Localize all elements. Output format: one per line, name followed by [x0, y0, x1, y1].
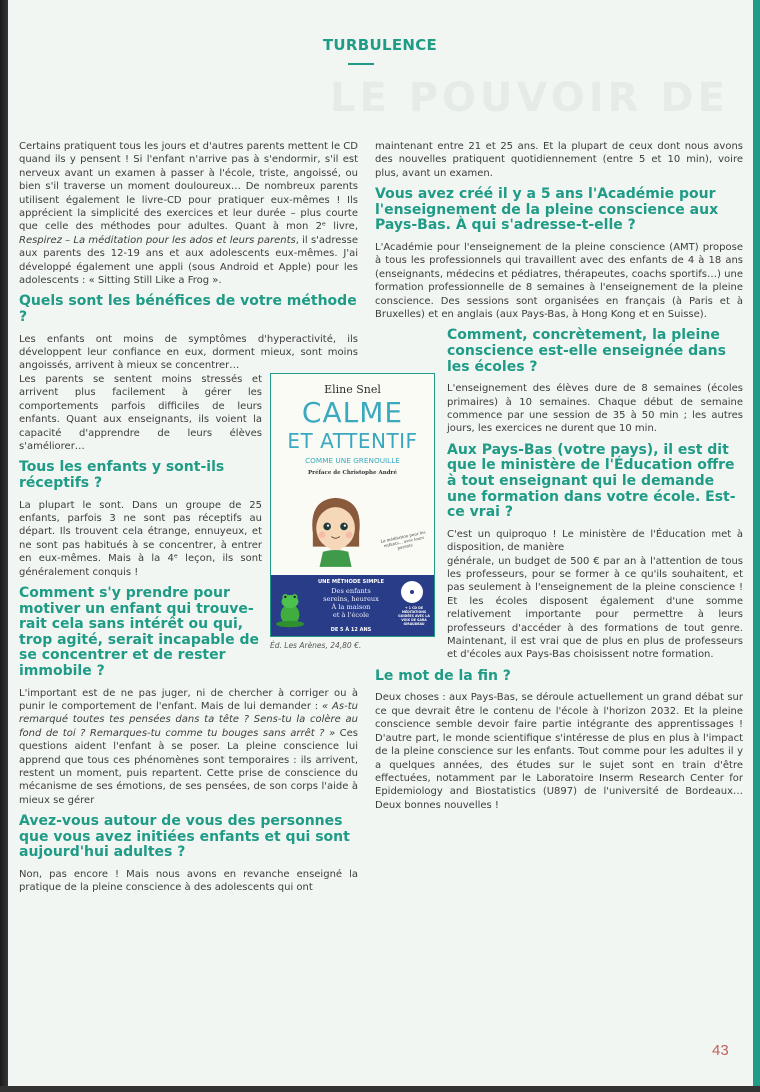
book-title-line1: CALME: [301, 395, 404, 429]
rubric-underline: [348, 63, 374, 65]
band-ages: DE 5 À 12 ANS: [330, 626, 372, 633]
paragraph-intro: Certains pratiquent tous les jours et d'autres parents mettent le CD quand ils y pensent ! Si l'enfant n'arrive pas à s'endormir, s'il est nerveux avant un examen à passer à l'école, triste, angoissé, ou bien s'il traverse un moment douloureux… De nombreux parents utilisent également le livre-CD pour pratiquer eux-mêmes ! Ils apprécient la simplicité des exercices et leur durée – plus courte que celle des méthodes pour adultes. Quant à mon 2ᵉ livre, Respirez – La méditation pour les ados et leurs parents, il s'adresse aux parents des 12-19 ans et aux adolescents eux-mêmes. J'ai développé également une appli (sous Android et Apple) pour les adolescents : « Sitting Still Like a Frog ».: [19, 141, 358, 287]
paragraph-adults-cont: maintenant entre 21 et 25 ans. Et la plupart de ceux dont nous avons des nouvelles pratiquent quotidiennement (entre 5 et 10 min), voire plus, avant un examen.: [375, 141, 743, 179]
book-author: Eline Snel: [324, 382, 381, 396]
paragraph-ministry: générale, un budget de 500 € par an à l'attention de tous les professeurs, pour se former à ce qu'ils souhaitent, et pas seulement à l'enseignement de la pleine conscience ! Et les écoles disposent également d'une somme relativement importante pour permettre à leurs professeurs d'accéder à des formations de tout genre. Maintenant, il est vrai que de plus en plus de professeurs et d'écoles aux Pays-Bas choisissent notre formation.: [447, 555, 743, 661]
paragraph-ministry-start: C'est un quiproquo ! Le ministère de l'Éducation met à disposition, de manière: [447, 528, 743, 554]
band-heading: UNE MÉTHODE SIMPLE: [317, 578, 385, 585]
cd-note: + 1 CD DE MÉDITATIONS GUIDÉES AVEC LA VOIX DE SARA GIRAUDEAU: [398, 605, 430, 626]
book-preface: Préface de Christophe André: [308, 469, 397, 476]
book-band: [271, 575, 434, 636]
question-receptive: Tous les enfants y sont-ils réceptifs ?: [19, 459, 225, 491]
question-adults: Avez-vous autour de vous des personnes que vous avez initiées enfants et qui sont aujourd'hui adultes ?: [19, 813, 350, 861]
band-line: Des enfants: [331, 586, 371, 595]
book-title-line2: ET ATTENTIF: [287, 428, 418, 453]
scan-edge-bottom: [0, 1086, 760, 1092]
paragraph-motivate: L'important est de ne pas juger, ni de chercher à corriger ou à punir le comportement de l'enfant. Mais de lui demander : « As-tu remarqué toutes tes pensées dans ta tête ? Sens-tu la colère au fond de toi ? Remarques-tu comme tu bouges sans arrêt ? » Ces questions aident l'enfant à se poser. La pleine conscience lui apprend que tous ces phénomènes sont temporaires : ils arrivent, restent un moment, puis repartent. Cette prise de conscience du mécanisme de ses émotions, de ses pensées, de son corps l'aide à mieux se gérer: [19, 687, 358, 806]
page-number: 43: [712, 1042, 729, 1059]
paragraph-academy: L'Académie pour l'enseignement de la pleine conscience (AMT) propose à tous les professionnels qui travaillent avec des enfants de 4 à 18 ans (enseignants, médecins et pédiatres, thérapeutes, coachs sportifs…) une formation professionnelle de 8 semaines à l'enseignement de la pleine conscience. Des sessions sont organisées en français (à Paris et à Bruxelles) et en anglais (aux Pays-Bas, à Hong Kong et en Suisse).: [375, 242, 743, 321]
book-subtitle: COMME UNE GRENOUILLE: [305, 455, 400, 465]
band-line: À la maison: [331, 602, 371, 611]
question-final-word: Le mot de la fin ?: [375, 667, 511, 684]
frog-icon: [275, 589, 305, 629]
paragraph-schools: L'enseignement des élèves dure de 8 semaines (écoles primaires) à 10 semaines. Chaque début de semaine commence par une session de 35 à 50 min ; les autres jours, les exercices ne durent que 10 min.: [447, 383, 743, 435]
paragraph-final-word: Deux choses : aux Pays-Bas, se déroule actuellement un grand débat sur ce que devrait être le contenu de l'école à l'horizon 2032. Et la pleine conscience semble devoir faire partie intégrante des apprentissages ! D'autre part, le monde scientifique s'intéresse de plus en plus à l'impact de la pleine conscience sur les enfants. Tout comme pour les adultes il y a quelques années, des études sur le sujet sont en train d'être effectuées, notamment par le Laboratoire Inserm Research Center for Epidemiology and Biostatistics (U897) de l'université de Bordeaux… Deux bonnes nouvelles !: [375, 692, 743, 811]
book-cover-image: [270, 373, 435, 637]
paragraph-benefits-2: Les parents se sentent moins stressés et arrivent plus facilement à gérer les comportements parfois difficiles de leurs enfants. Quant aux enseignants, ils voient la capacité d'apprendre de leurs élèves s'améliorer…: [19, 373, 262, 452]
ghost-title-background: LE POUVOIR DE: [330, 75, 729, 121]
band-line: et à l'école: [332, 610, 370, 619]
book-caption: Éd. Les Arènes, 24,80 €.: [270, 640, 362, 650]
band-lines: [307, 587, 395, 619]
page-edge-accent-bar: [753, 0, 760, 1092]
question-ministry: Aux Pays-Bas (votre pays), il est dit que le ministère de l'Éducation offre à tout enseignant qui le demande une formation dans votre école. Est-ce vrai ?: [447, 441, 736, 521]
question-motivate-part2: rait cela sans intérêt ou qui, trop agité, serait incapable de se concentrer et de rester immobile ?: [19, 616, 259, 679]
section-rubric: TURBULENCE: [322, 36, 438, 54]
question-academy: Vous avez créé il y a 5 ans l'Académie pour l'enseignement de la pleine conscience aux Pays-Bas. À qui s'adresse-t-elle ?: [375, 186, 719, 234]
question-schools: Comment, concrètement, la pleine conscience est-elle enseignée dans les écoles ?: [447, 327, 726, 375]
paragraph-adults: Non, pas encore ! Mais nous avons en revanche enseigné la pratique de la pleine conscience à des adolescents qui ont: [19, 868, 358, 894]
paragraph-benefits-1: Les enfants ont moins de symptômes d'hyperactivité, ils développent leur confiance en eux, dorment mieux, sont moins angoissés, arrivent à mieux se concentrer…: [19, 333, 358, 372]
paragraph-receptive: La plupart le sont. Dans un groupe de 25 enfants, parfois 3 ne sont pas réceptifs au départ. Ils trouvent cela étrange, ennuyeux, et ne sont pas habitués à se concentrer, à entrer en eux-mêmes. Mais à la 4ᵉ leçon, ils sont généralement conquis !: [19, 499, 262, 578]
question-benefits: Quels sont les bénéfices de votre méthode ?: [19, 293, 357, 326]
question-motivate-part1: Comment s'y prendre pour motiver un enfant qui trouve-: [19, 584, 254, 617]
cd-icon: [401, 581, 423, 603]
band-line: sereins, heureux: [323, 594, 379, 603]
girl-illustration-icon: [296, 484, 376, 574]
book-tagline: La méditation pour les enfants… avec leurs parents: [380, 529, 426, 551]
